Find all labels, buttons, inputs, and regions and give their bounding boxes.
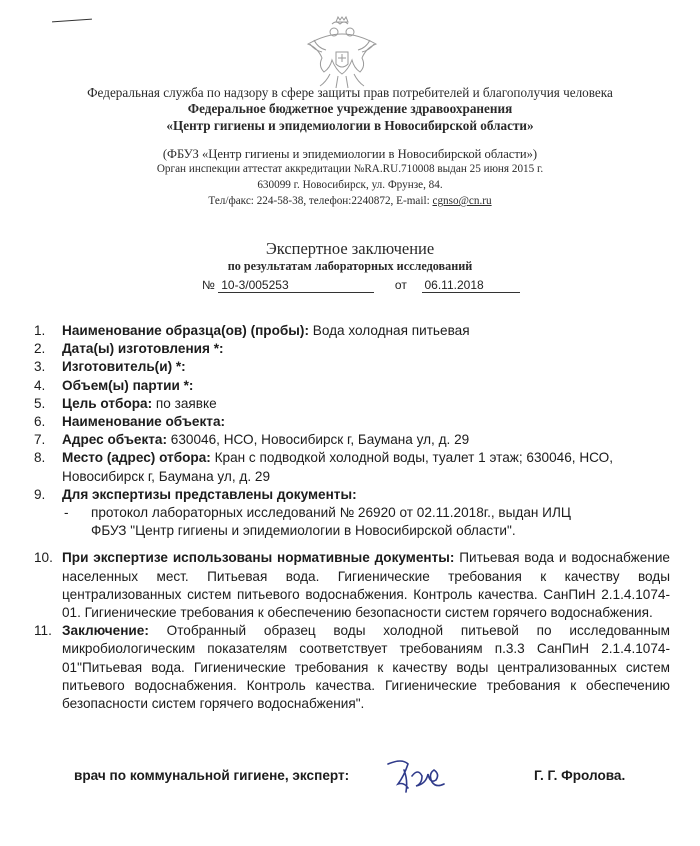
item-value: Отобранный образец воды холодной питьевой по исследованным микробиологическим показателям соответствует требованиям п.3.3 СанПиН 2.1.4.1074-01"Питьевая вода. Гигиенические требования к качеству воды централизованных систем питьевого водоснабжения. Контроль качества. Гигиенические требования к обеспечению безопасности систем горячего водоснабжения". <box>62 623 670 712</box>
document-title: Экспертное заключение <box>265 239 435 258</box>
signer-name: Г. Г. Фролова. <box>534 768 626 783</box>
item-number: 4. <box>34 377 46 393</box>
item-number: 10. <box>34 550 53 566</box>
item-number: 2. <box>34 341 46 357</box>
item-label: Для экспертизы представлены документы: <box>62 486 357 502</box>
accreditation-line: Орган инспекции аттестат аккредитации №RA.RU.710008 выдан 25 июня 2015 г. <box>156 163 544 175</box>
list-item <box>34 322 670 340</box>
handwritten-signature-icon <box>382 756 460 794</box>
item-value: Питьевая вода и водоснабжение населенных мест. Питьевая вода. Гигиенические требования к качеству воды централизованных систем питьевого водоснабжения. Контроль качества. СанПиН 2.1.4.1074-01. Гигиенические требования к обеспечению безопасности систем горячего водоснабжения. <box>62 550 670 621</box>
item-label: Дата(ы) изготовления *: <box>62 341 224 357</box>
item-label: Заключение: <box>62 623 149 639</box>
document-subtitle: по результатам лабораторных исследований <box>227 259 473 273</box>
list-item <box>34 358 670 376</box>
item-number: 6. <box>34 414 46 430</box>
item-label: Объем(ы) партии *: <box>62 377 194 393</box>
item-label: При экспертизе использованы нормативные документы: <box>62 550 455 566</box>
list-subitem <box>34 504 670 540</box>
institution-type: Федеральное бюджетное учреждение здравоохранения <box>187 101 513 116</box>
contacts-line <box>20 195 680 207</box>
item-number: 1. <box>34 323 46 338</box>
items-list <box>34 322 670 713</box>
item-label: Место (адрес) отбора: <box>62 450 211 466</box>
item-number: 3. <box>34 359 46 375</box>
item-value: 630046, НСО, Новосибирск г, Баумана ул, д. 29 <box>167 432 470 448</box>
subitem-line1: протокол лабораторных исследований № 26920 от 02.11.2018г., выдан ИЛЦ <box>91 505 571 521</box>
number-label: № <box>202 278 215 292</box>
item-label: Наименование образца(ов) (пробы): <box>62 323 309 338</box>
list-item <box>34 395 670 413</box>
list-item <box>34 622 670 713</box>
signature-block <box>62 764 662 794</box>
contacts-phones: Тел/факс: 224-58-38, телефон:2240872, E-mail: <box>208 195 433 207</box>
list-item <box>34 449 670 485</box>
list-item <box>34 377 670 395</box>
document-number: 10-3/005253 <box>218 278 374 293</box>
institution-name: «Центр гигиены и эпидемиологии в Новосибирской области» <box>166 118 534 133</box>
document-date: 06.11.2018 <box>422 278 520 293</box>
signer-role: врач по коммунальной гигиене, эксперт: <box>74 768 350 783</box>
item-number: 11. <box>34 623 52 639</box>
subitem-line2: ФБУЗ "Центр гигиены и эпидемиологии в Новосибирской области". <box>91 523 516 539</box>
item-number: 7. <box>34 432 46 448</box>
agency-name: Федеральная служба по надзору в сфере защиты прав потребителей и благополучия человека <box>87 85 613 100</box>
list-item <box>34 431 670 449</box>
list-item <box>34 486 670 504</box>
list-item <box>34 413 670 431</box>
list-item <box>34 549 670 622</box>
address-line: 630099 г. Новосибирск, ул. Фрунзе, 84. <box>257 179 443 191</box>
subitem-dash: - <box>64 505 69 521</box>
item-number: 5. <box>34 395 46 411</box>
coat-of-arms-icon <box>300 14 384 92</box>
item-number: 8. <box>34 450 46 466</box>
document-number-line <box>202 278 520 293</box>
item-value: Кран с подводкой холодной воды, туалет 1 этаж; 630046, НСО, Новосибирск г, Баумана ул, д. 29 <box>62 450 614 484</box>
item-value: по заявке <box>152 395 217 411</box>
list-item <box>34 340 670 358</box>
date-label: от <box>394 278 407 292</box>
corner-mark <box>52 19 92 23</box>
item-label: Наименование объекта: <box>62 414 226 430</box>
item-number: 9. <box>34 486 46 502</box>
item-label: Изготовитель(и) *: <box>62 359 186 375</box>
item-value: Вода холодная питьевая <box>308 323 470 338</box>
institution-short-name: (ФБУЗ «Центр гигиены и эпидемиологии в Новосибирской области») <box>162 147 538 161</box>
email-link[interactable]: cgnso@cn.ru <box>432 195 492 207</box>
item-label: Цель отбора: <box>62 395 153 411</box>
item-label: Адрес объекта: <box>62 432 168 448</box>
